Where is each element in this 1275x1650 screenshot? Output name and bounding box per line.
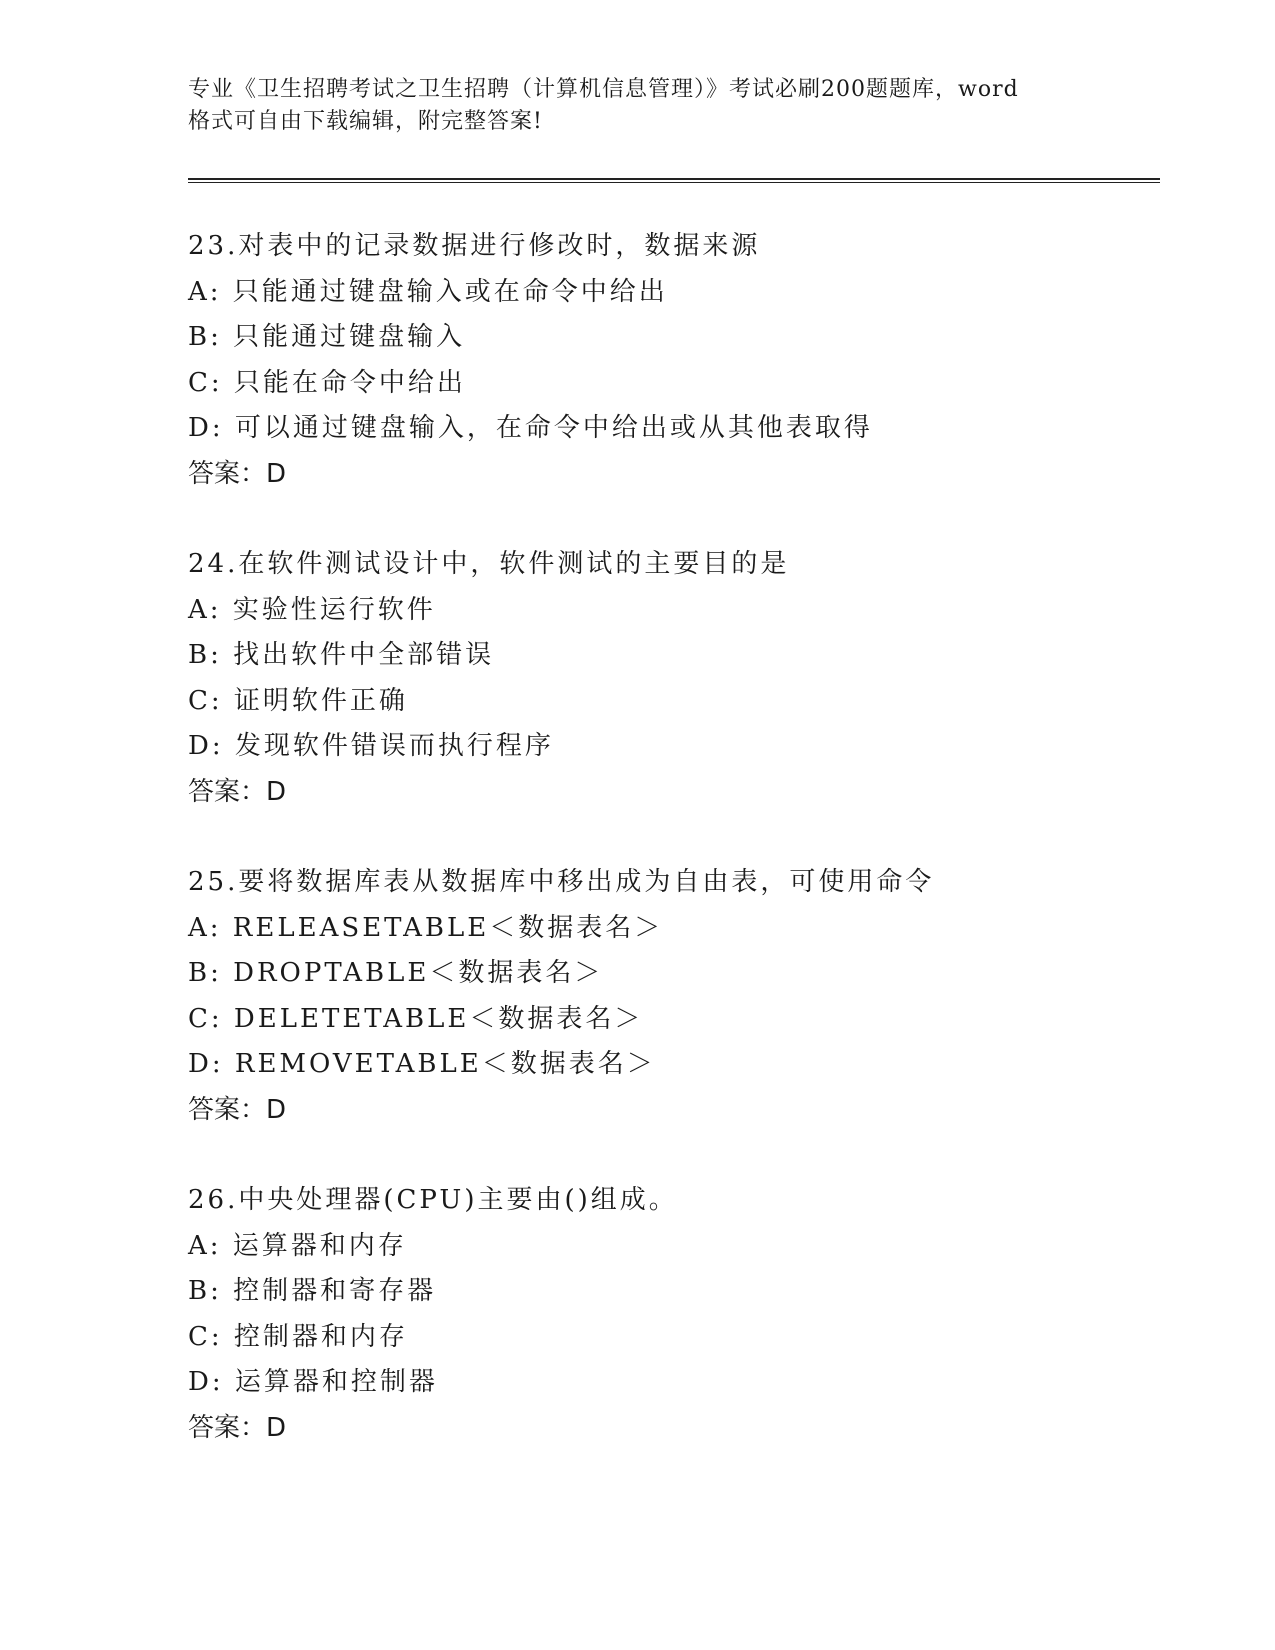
- question-stem: 24.在软件测试设计中，软件测试的主要目的是: [188, 549, 790, 579]
- option-c: C: DELETETABLE＜数据表名＞: [188, 1003, 644, 1034]
- option-a: A: RELEASETABLE＜数据表名＞: [188, 912, 664, 943]
- option-d: D: 发现软件错误而执行程序: [188, 731, 554, 761]
- option-a: A: 只能通过键盘输入或在命令中给出: [188, 276, 668, 307]
- header-divider-thick: [188, 178, 1160, 180]
- question-26: [188, 1178, 1188, 1451]
- option-b: B: DROPTABLE＜数据表名＞: [188, 958, 604, 988]
- document-header: [188, 74, 1088, 138]
- option-b: B: 只能通过键盘输入: [188, 322, 466, 352]
- option-b: B: 找出软件中全部错误: [188, 640, 495, 670]
- option-d: D: 运算器和控制器: [188, 1367, 438, 1397]
- option-c: C: 只能在命令中给出: [188, 367, 466, 398]
- question-stem: 26.中央处理器(CPU)主要由()组成。: [188, 1185, 678, 1215]
- header-line-1: 专业《卫生招聘考试之卫生招聘（计算机信息管理）》考试必刷200题题库，word: [188, 77, 1019, 102]
- question-stem: 23.对表中的记录数据进行修改时，数据来源: [188, 231, 761, 261]
- answer-line: 答案：D: [188, 1412, 287, 1443]
- header-line-2: 格式可自由下载编辑，附完整答案!: [188, 109, 543, 134]
- option-c: C: 证明软件正确: [188, 685, 408, 716]
- question-23: [188, 224, 1188, 497]
- option-a: A: 实验性运行软件: [188, 594, 436, 625]
- question-25: [188, 860, 1188, 1133]
- option-b: B: 控制器和寄存器: [188, 1276, 437, 1306]
- answer-line: 答案：D: [188, 1094, 287, 1125]
- header-divider-thin: [188, 182, 1160, 183]
- option-d: D: REMOVETABLE＜数据表名＞: [188, 1049, 656, 1079]
- option-d: D: 可以通过键盘输入，在命令中给出或从其他表取得: [188, 413, 873, 443]
- answer-line: 答案：D: [188, 458, 287, 489]
- option-a: A: 运算器和内存: [188, 1230, 407, 1261]
- question-stem: 25.要将数据库表从数据库中移出成为自由表，可使用命令: [188, 867, 935, 897]
- answer-line: 答案：D: [188, 776, 287, 807]
- question-24: [188, 542, 1188, 815]
- option-c: C: 控制器和内存: [188, 1321, 408, 1352]
